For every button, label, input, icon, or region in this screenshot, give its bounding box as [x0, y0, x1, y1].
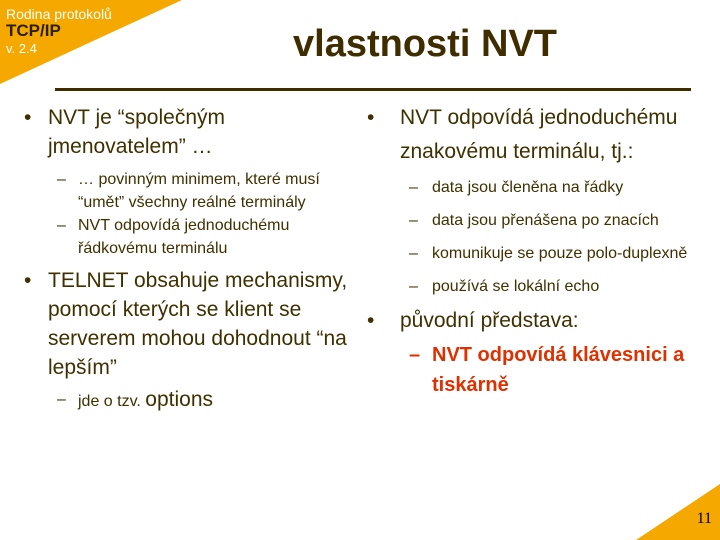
title-divider — [55, 88, 691, 91]
sub-bullet-item: – … povinným minimem, které musí “umět” všechny reálné terminály — [22, 168, 362, 214]
sub-bullet-item — [22, 388, 362, 413]
bullet-item: • TELNET obsahuje mechanismy, pomocí kterých se klient se serverem mohou dohodnout “na lepším” — [22, 266, 362, 382]
series-title: TCP/IP — [6, 21, 61, 40]
highlighted-sub-bullet: – NVT odpovídá klávesnici a tiskárně — [367, 340, 697, 400]
bullet-item: • NVT je “společným jmenovatelem” … — [22, 103, 362, 161]
sub-bullet-item: – komunikuje se pouze polo-duplexně — [367, 239, 697, 269]
bullet-item: • NVT odpovídá jednoduchému znakovému terminálu, tj.: — [367, 101, 697, 169]
series-version: v. 2.4 — [6, 41, 37, 56]
series-name: Rodina protokolů — [6, 6, 112, 22]
left-column — [22, 103, 362, 413]
bullet-item: • původní představa: — [367, 304, 697, 338]
options-term: options — [145, 388, 214, 411]
sub-bullet-item: – používá se lokální echo — [367, 272, 697, 302]
page-number: 11 — [696, 510, 712, 527]
sub-bullet-item: – data jsou přenášena po znacích — [367, 206, 697, 236]
sub-bullet-item: – data jsou členěna na řádky — [367, 173, 697, 203]
slide-title: vlastnosti NVT — [293, 23, 557, 65]
right-column — [367, 101, 697, 400]
sub-bullet-item: – NVT odpovídá jednoduchému řádkovému terminálu — [22, 214, 362, 260]
sub-bullet-text: jde o tzv. — [78, 393, 141, 410]
